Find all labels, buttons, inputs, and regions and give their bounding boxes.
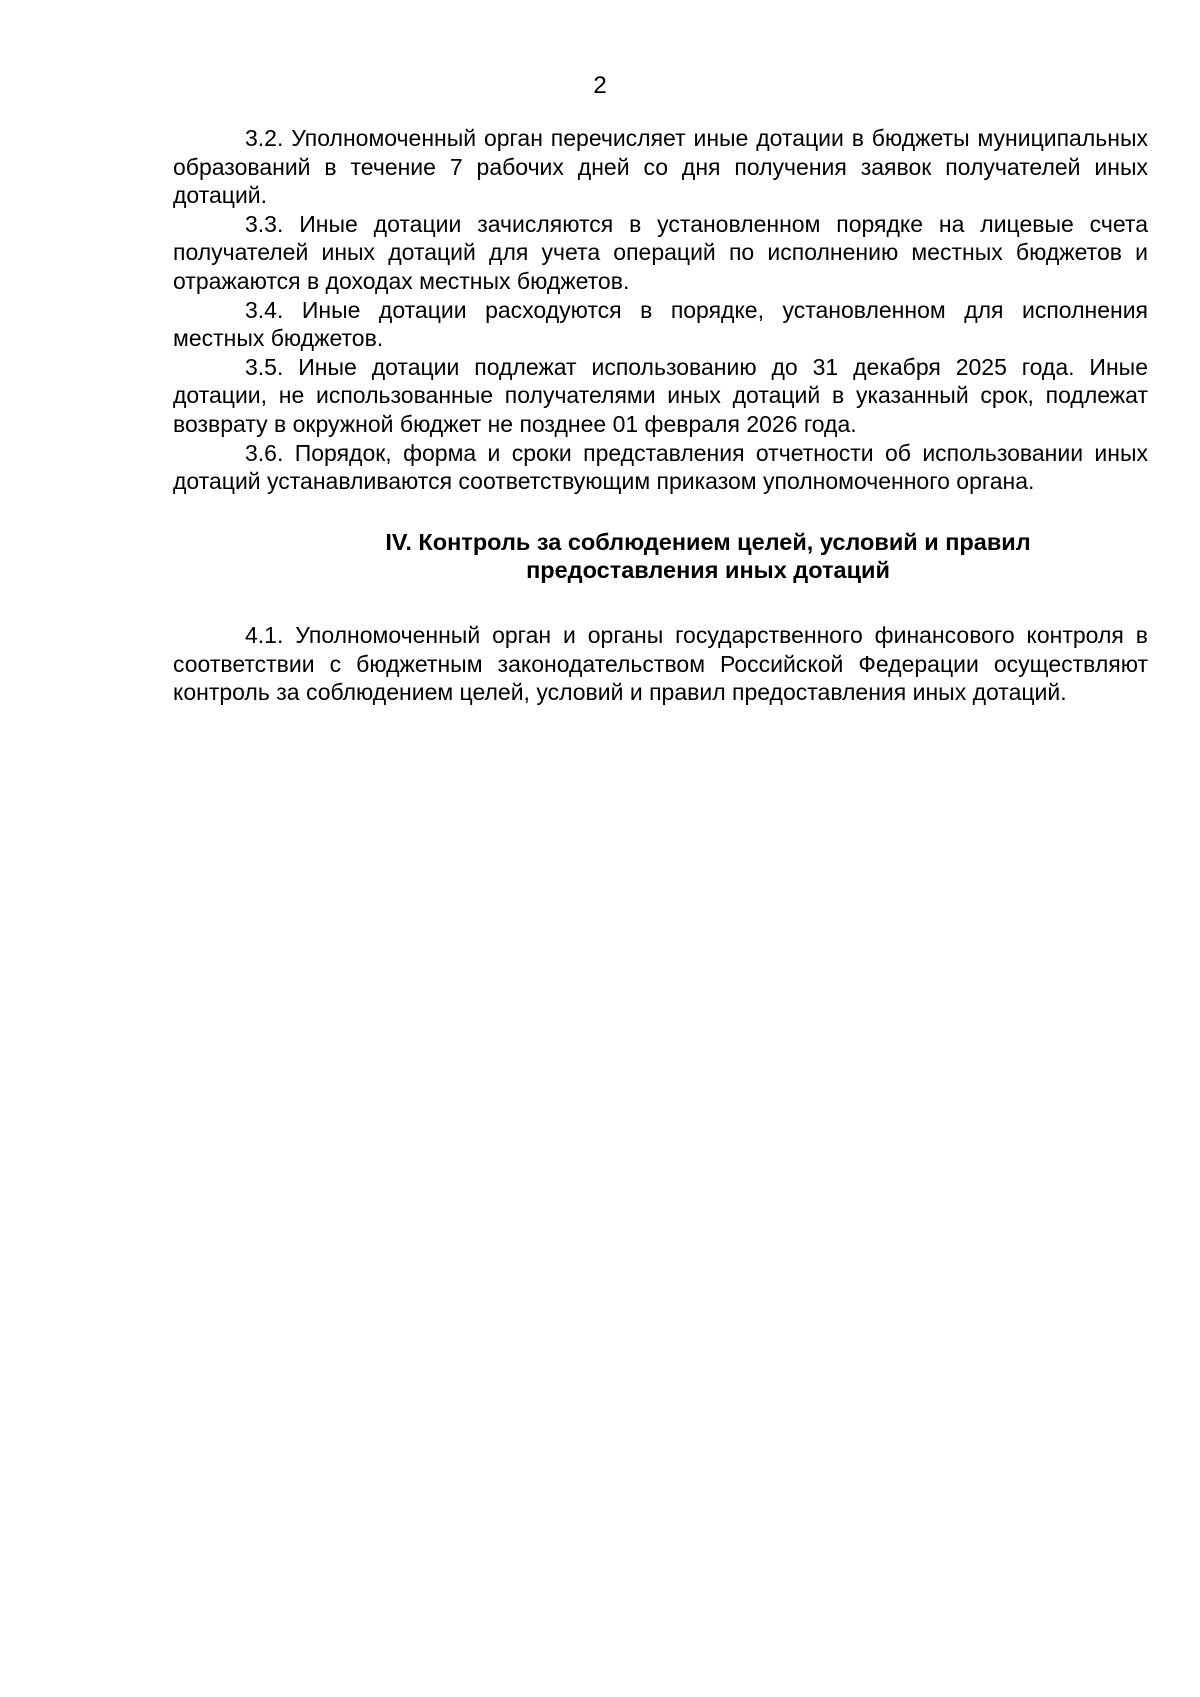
paragraph-3-6: 3.6. Порядок, форма и сроки представления отчетности об использовании иных дотаций устанавливаются соответствующим приказом уполномоченного органа. <box>173 439 1148 495</box>
paragraph-3-5: 3.5. Иные дотации подлежат использованию до 31 декабря 2025 года. Иные дотации, не использованные получателями иных дотаций в указанный срок, подлежат возврату в окружной бюджет не позднее 01 февраля 2026 года. <box>173 353 1148 437</box>
section-heading-line-2: предоставления иных дотаций <box>526 557 890 584</box>
document-body <box>173 124 1148 707</box>
paragraph-3-4: 3.4. Иные дотации расходуются в порядке, установленном для исполнения местных бюджетов. <box>173 296 1148 352</box>
paragraph-4-1: 4.1. Уполномоченный орган и органы государственного финансового контроля в соответствии с бюджетным законодательством Российской Федерации осуществляют контроль за соблюдением целей, условий и правил предоставления иных дотаций. <box>173 621 1148 706</box>
paragraph-3-3: 3.3. Иные дотации зачисляются в установленном порядке на лицевые счета получателей иных дотаций для учета операций по исполнению местных бюджетов и отражаются в доходах местных бюджетов. <box>173 210 1148 294</box>
section-heading-iv <box>173 528 1148 585</box>
page-number: 2 <box>593 72 607 99</box>
section-heading-line-1: IV. Контроль за соблюдением целей, условий и правил <box>385 528 1031 555</box>
paragraph-3-2: 3.2. Уполномоченный орган перечисляет иные дотации в бюджеты муниципальных образований в течение 7 рабочих дней со дня получения заявок получателей иных дотаций. <box>173 125 1148 209</box>
